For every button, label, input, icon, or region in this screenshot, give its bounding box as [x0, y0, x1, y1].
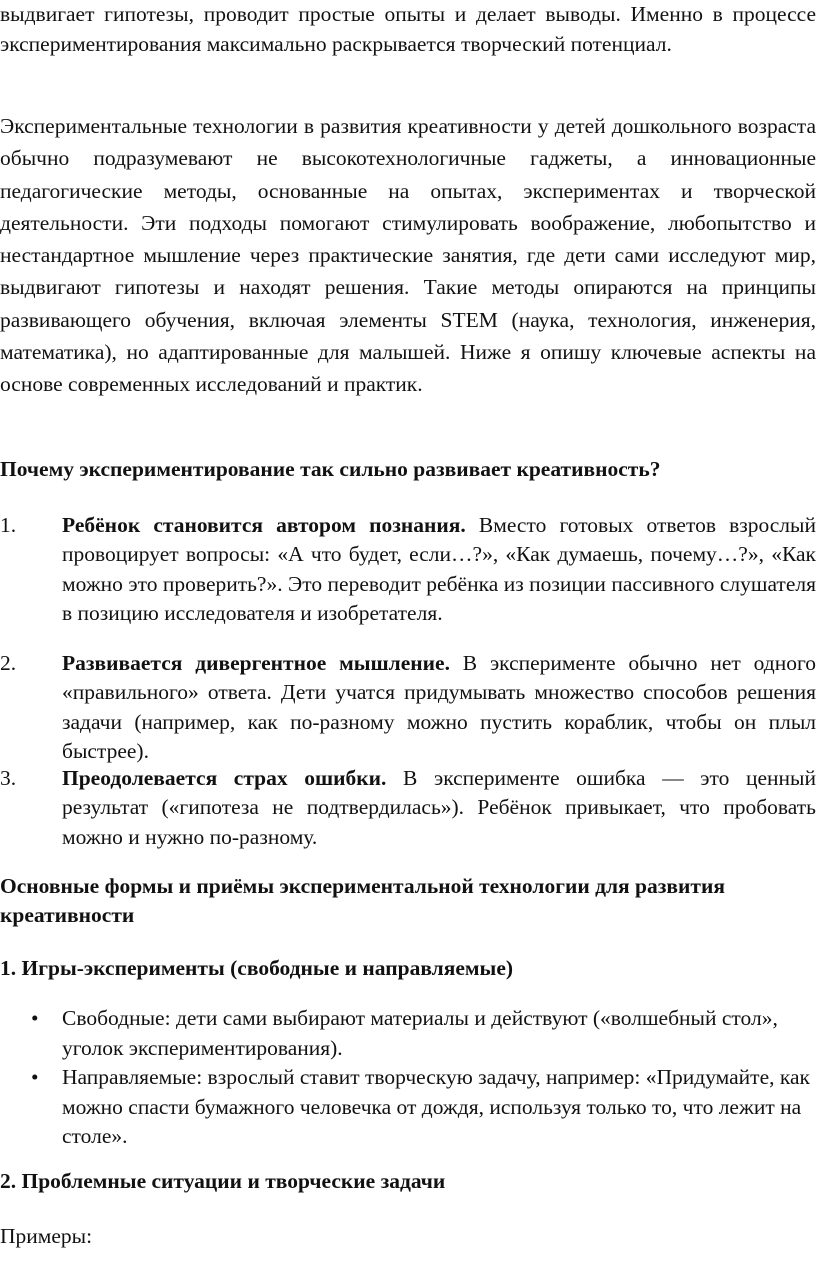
- reason-number: 1.: [0, 513, 17, 537]
- heading-problems: 2. Проблемные ситуации и творческие задачи: [0, 1169, 446, 1193]
- reason-text: Вместо готовых ответов взрослый провоцирует вопросы: «А что будет, если…?», «Как думаешь, почему…?», «Как можно это проверить?». Это переводит ребёнка из позиции пассивного слушателя в позицию исследователя и изобретателя.: [62, 513, 816, 626]
- reason-bold: Развивается дивергентное мышление.: [62, 651, 450, 675]
- reason-number: 3.: [0, 766, 17, 790]
- bullet-icon: •: [31, 1006, 39, 1030]
- reason-item: [0, 764, 816, 852]
- reason-text: В эксперименте ошибка — это ценный результат («гипотеза не подтвердилась»). Ребёнок привыкает, что пробовать можно и нужно по-разному.: [62, 766, 816, 849]
- reason-item: [0, 649, 816, 767]
- list-item: [0, 1004, 816, 1063]
- list-item: [0, 1063, 816, 1152]
- examples-label: Примеры:: [0, 1224, 93, 1248]
- reason-bold: Ребёнок становится автором познания.: [62, 513, 466, 537]
- reason-item: [0, 511, 816, 629]
- heading-forms: Основные формы и приёмы экспериментальной технологии для развития креативности: [0, 874, 725, 927]
- reason-text: В эксперименте обычно нет одного «правильного» ответа. Дети учатся придумывать множество способов решения задачи (например, как по-разному можно пустить кораблик, чтобы он плыл быстрее).: [62, 651, 816, 764]
- main-paragraph: Экспериментальные технологии в развития креативности у детей дошкольного возраста обычно подразумевают не высокотехнологичные гаджеты, а инновационные педагогические методы, основанные на опытах, экспериментах и творческой деятельности. Эти подходы помогают стимулировать воображение, любопытство и нестандартное мышление через практические занятия, где дети сами исследуют мир, выдвигают гипотезы и находят решения. Такие методы опираются на принципы развивающего обучения, включая элементы STEM (наука, технология, инженерия, математика), но адаптированные для малышей. Ниже я опишу ключевые аспекты на основе современных исследований и практик.: [0, 114, 816, 397]
- bullet-text: Направляемые: взрослый ставит творческую задачу, например: «Придумайте, как можно спасти бумажного человечка от дождя, используя только то, что лежит на столе».: [62, 1065, 810, 1148]
- game-bullet-list: [0, 1004, 816, 1152]
- heading-why: Почему экспериментирование так сильно развивает креативность?: [0, 457, 661, 481]
- intro-paragraph: выдвигает гипотезы, проводит простые опыты и делает выводы. Именно в процессе экспериментирования максимально раскрывается творческий потенциал.: [0, 2, 816, 56]
- bullet-text: Свободные: дети сами выбирают материалы и действуют («волшебный стол», уголок экспериментирования).: [62, 1006, 778, 1060]
- reason-number: 2.: [0, 651, 17, 675]
- heading-games: 1. Игры-эксперименты (свободные и направляемые): [0, 956, 514, 980]
- bullet-icon: •: [31, 1065, 39, 1089]
- reason-bold: Преодолевается страх ошибки.: [62, 766, 387, 790]
